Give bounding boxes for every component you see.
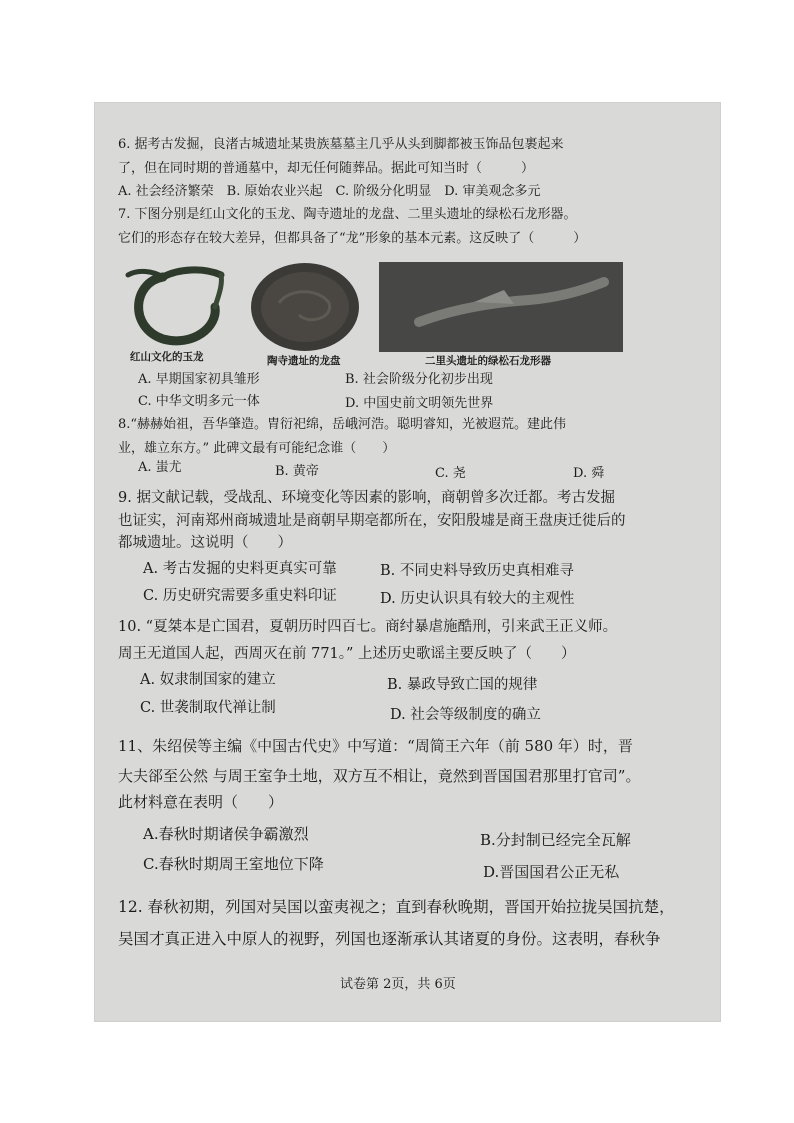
- q11-stem-line1: 11、朱绍侯等主编《中国古代史》中写道：“周简王六年（前 580 年）时，晋: [118, 737, 633, 755]
- q9-stem-line3: 都城遗址。这说明（ ）: [118, 535, 292, 551]
- q7-stem-line1: 7. 下图分别是红山文化的玉龙、陶寺遗址的龙盘、二里头遗址的绿松石龙形器。: [118, 207, 577, 222]
- q8-option-c: C. 尧: [435, 466, 466, 481]
- q7-caption-turquoise-dragon: 二里头遗址的绿松石龙形器: [425, 355, 551, 367]
- q8-stem-line2: 业，雄立东方。” 此碑文最有可能纪念谁（ ）: [118, 441, 396, 456]
- q7-option-a: A. 早期国家初具雏形: [138, 372, 260, 387]
- q9-stem-line2: 也证实，河南郑州商城遗址是商朝早期亳都所在，安阳殷墟是商王盘庚迁徙后的: [118, 513, 626, 529]
- q11-stem-line3: 此材料意在表明（ ）: [118, 793, 284, 811]
- q10-option-b: B. 暴政导致亡国的规律: [387, 677, 538, 693]
- q11-stem-line2: 大夫郤至公然 与周王室争土地，双方互不相让，竟然到晋国国君那里打官司”。: [118, 767, 641, 785]
- q11-option-d: D.晋国国君公正无私: [483, 863, 620, 881]
- q11-option-a: A.春秋时期诸侯争霸激烈: [143, 825, 309, 843]
- q6-stem-line2: 了，但在同时期的普通墓中，却无任何随葬品。据此可知当时（ ）: [118, 161, 535, 176]
- q9-option-c: C. 历史研究需要多重史料印证: [143, 588, 337, 604]
- q6-stem-line1: 6. 据考古发掘，良渚古城遗址某贵族墓墓主几乎从头到脚都被玉饰品包裹起来: [118, 137, 564, 152]
- q9-option-d: D. 历史认识具有较大的主观性: [380, 591, 575, 607]
- q7-option-c: C. 中华文明多元一体: [138, 394, 260, 409]
- q9-option-b: B. 不同史料导致历史真相难寻: [380, 563, 574, 579]
- erlitou-turquoise-dragon-image: [379, 262, 623, 352]
- exam-page: [95, 103, 720, 1021]
- page-footer: 试卷第 2页，共 6页: [340, 977, 456, 992]
- q10-option-d: D. 社会等级制度的确立: [390, 707, 541, 723]
- q9-stem-line1: 9. 据文献记载，受战乱、环境变化等因素的影响，商朝曾多次迁都。考古发掘: [118, 490, 615, 506]
- q10-stem-line1: 10. “夏桀本是亡国君，夏朝历时四百七。商纣暴虐施酷刑，引来武王正义师。: [118, 619, 618, 635]
- taosi-dragon-plate-image: [249, 263, 361, 353]
- hongshan-jade-dragon-image: [123, 257, 233, 347]
- q10-option-c: C. 世袭制取代禅让制: [140, 700, 276, 716]
- q12-stem-line1: 12. 春秋初期，列国对吴国以蛮夷视之；直到春秋晚期，晋国开始拉拢吴国抗楚，: [118, 898, 675, 916]
- q10-option-a: A. 奴隶制国家的建立: [140, 672, 276, 688]
- q7-stem-line2: 它们的形态存在较大差异，但都具备了“龙”形象的基本元素。这反映了（ ）: [118, 231, 587, 246]
- q12-stem-line2: 吴国才真正进入中原人的视野，列国也逐渐承认其诸夏的身份。这表明，春秋争: [118, 930, 661, 948]
- q7-caption-jade-dragon: 红山文化的玉龙: [130, 351, 204, 363]
- q6-options: A. 社会经济繁荣 B. 原始农业兴起 C. 阶级分化明显 D. 审美观念多元: [118, 184, 541, 199]
- q7-option-d: D. 中国史前文明领先世界: [345, 396, 494, 411]
- q9-option-a: A. 考古发掘的史料更真实可靠: [143, 561, 337, 577]
- q10-stem-line2: 周王无道国人起，西周灭在前 771。” 上述历史歌谣主要反映了（ ）: [118, 646, 576, 662]
- q8-option-b: B. 黄帝: [275, 464, 319, 479]
- q8-option-d: D. 舜: [573, 466, 605, 481]
- q8-stem-line1: 8.“赫赫始祖，吾华肇造。胄衍祀绵，岳峨河浩。聪明睿知，光被遐荒。建此伟: [118, 417, 567, 432]
- q11-option-c: C.春秋时期周王室地位下降: [143, 855, 324, 873]
- q7-option-b: B. 社会阶级分化初步出现: [345, 372, 493, 387]
- q8-option-a: A. 蚩尤: [138, 460, 182, 475]
- q11-option-b: B.分封制已经完全瓦解: [480, 831, 631, 849]
- q7-caption-dragon-plate: 陶寺遗址的龙盘: [267, 355, 341, 367]
